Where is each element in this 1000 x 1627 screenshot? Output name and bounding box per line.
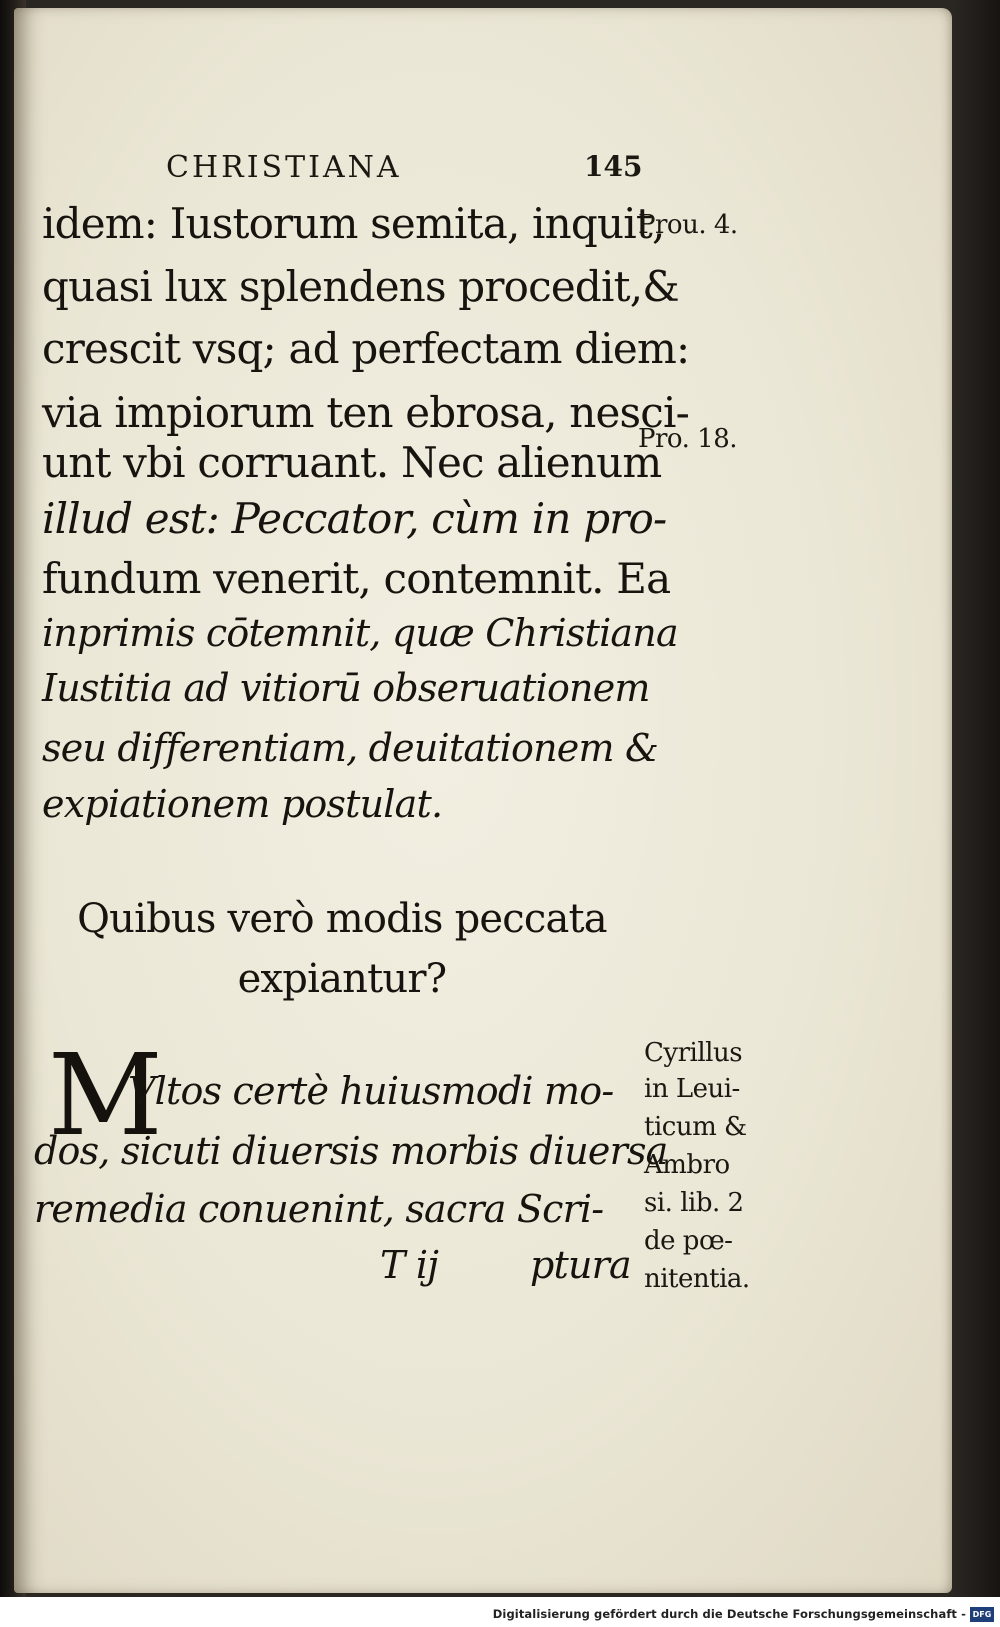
footer-bar [0,1597,1000,1627]
margin-note-cyrillus-4: Ambro [644,1150,730,1180]
body-line-2: quasi lux splendens procedit,& [42,262,679,311]
margin-note-cyrillus-3: ticum & [644,1112,747,1142]
book-fore-edge [952,0,1000,1627]
body-line-5: unt vbi corruant. Nec alienum [42,438,662,487]
body-line-10: seu differentiam, deuitationem & [42,726,659,770]
margin-note-cyrillus-6: de pœ- [644,1226,733,1256]
margin-note-cyrillus-5: si. lib. 2 [644,1188,744,1218]
margin-note-cyrillus-7: nitentia. [644,1264,750,1294]
body-line-6: illud est: Peccator, cùm in pro- [42,494,667,543]
margin-note-prov18: Pro. 18. [638,424,737,454]
body-line-1: idem: Iustorum semita, inquit, [42,199,665,248]
body-line-8: inprimis cōtemnit, quæ Christiana [42,611,678,655]
funding-credit: Digitalisierung gefördert durch die Deutsche Forschungsgemeinschaft - [492,1607,966,1621]
body-line-7: fundum venerit, contemnit. Ea [42,554,671,603]
para2-line-3: remedia conuenint, sacra Scri- [34,1187,604,1231]
margin-note-prov4: Prou. 4. [638,210,738,240]
running-head: CHRISTIANA [166,150,402,185]
signature-mark: T ij [380,1243,439,1287]
section-heading-line-1: Quibus verò modis peccata [77,896,607,942]
dfg-logo-icon: DFG [970,1607,994,1622]
catchword: ptura [530,1243,631,1287]
margin-note-cyrillus-2: in Leui- [644,1074,740,1104]
body-line-3: crescit vsq; ad perfectam diem: [42,324,690,373]
body-line-9: Iustitia ad vitiorū obseruationem [42,666,650,710]
section-heading-line-2: expiantur? [237,956,447,1002]
book-page [14,8,952,1593]
body-line-11: expiationem postulat. [42,782,443,826]
margin-note-cyrillus-1: Cyrillus [644,1038,743,1068]
page-number: 145 [584,150,643,183]
para2-line-2: dos, sicuti diuersis morbis diuersa [34,1129,668,1173]
para2-line-1: Vltos certè huiusmodi mo- [128,1069,614,1113]
drop-cap: M [48,1031,163,1161]
body-line-4: via impiorum ten ebrosa, nesci- [42,388,690,437]
